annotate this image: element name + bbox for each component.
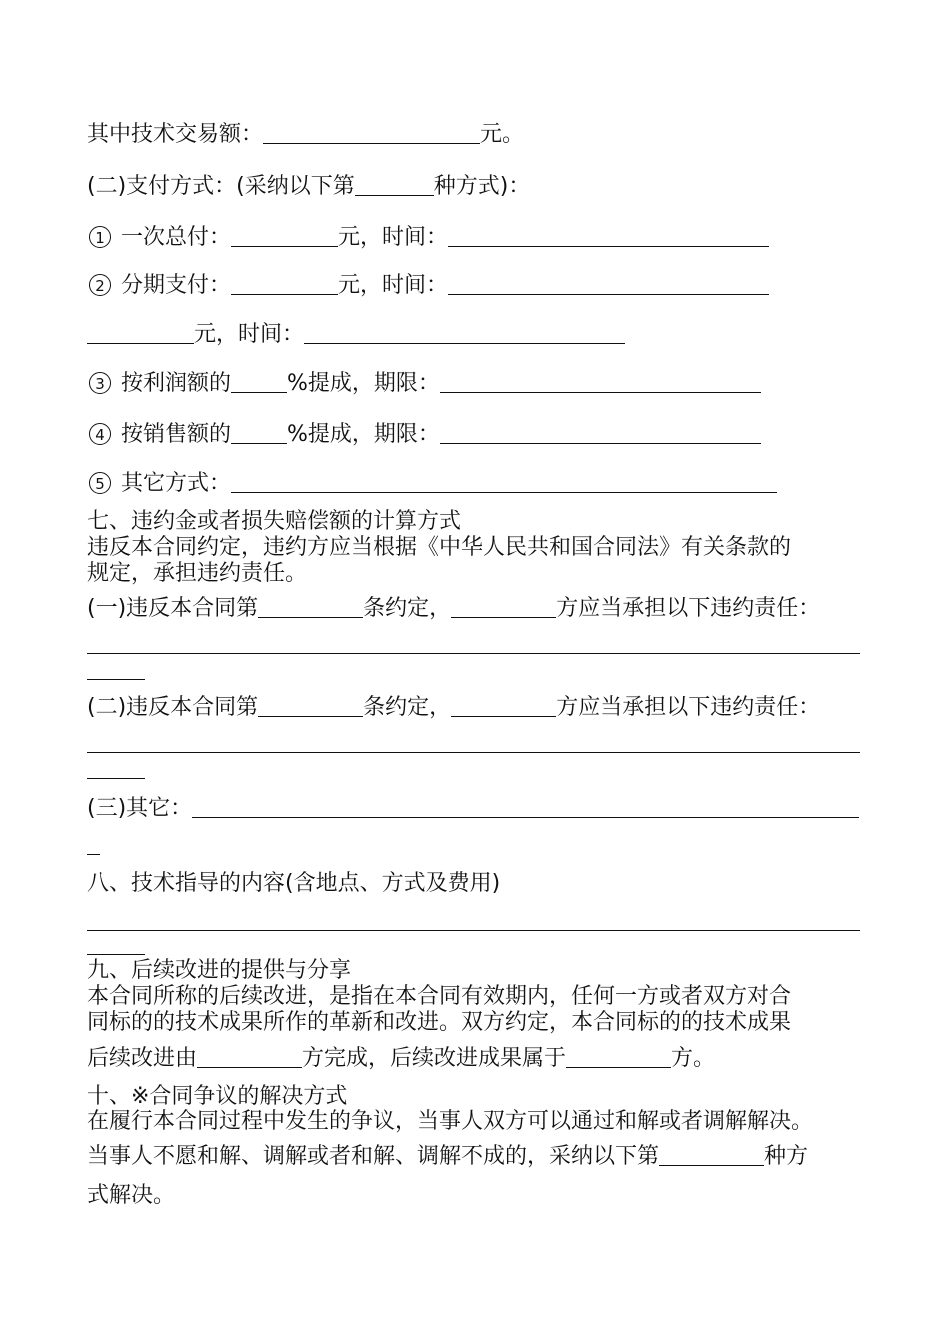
payment-method-blank[interactable] [355, 173, 434, 196]
sales-term-blank[interactable] [440, 421, 761, 444]
installment-line: 2 分期支付： 元，时间： [87, 272, 769, 300]
guidance-fill-line[interactable] [87, 930, 860, 931]
section-9-paragraph-line-1: 本合同所称的后续改进，是指在本合同有效期内，任何一方或者双方对合 [87, 984, 792, 1009]
breach-item-2: (二)违反本合同第 条约定， 方应当承担以下违约责任： [87, 695, 821, 720]
tech-amount-line: 其中技术交易额： 元。 [87, 122, 525, 147]
other-method-line: 5 其它方式： [87, 470, 777, 498]
installment-time-blank[interactable] [448, 272, 769, 295]
circled-number-icon: 2 [89, 274, 111, 296]
circled-number-icon: 1 [89, 226, 111, 248]
improvement-owner-blank[interactable] [566, 1045, 671, 1068]
guidance-fill-line-cont[interactable] [87, 954, 145, 955]
other-method-blank[interactable] [231, 470, 777, 493]
profit-percent-blank[interactable] [231, 370, 287, 393]
improvement-party-blank[interactable] [197, 1045, 302, 1068]
installment-amount-blank[interactable] [231, 272, 338, 295]
lump-sum-amount-blank[interactable] [231, 224, 338, 247]
circled-number-icon: 3 [89, 372, 111, 394]
breach-item-1: (一)违反本合同第 条约定， 方应当承担以下违约责任： [87, 596, 821, 621]
profit-term-blank[interactable] [440, 370, 761, 393]
section-10-heading: 十、※合同争议的解决方式 [87, 1084, 348, 1109]
section-7-paragraph-line-2: 规定，承担违约责任。 [87, 561, 308, 586]
breach-other-blank[interactable] [192, 795, 859, 818]
section-10-paragraph-line-3: 式解决。 [87, 1183, 176, 1208]
breach-other-fill-line-cont[interactable] [87, 854, 100, 855]
circled-number-icon: 4 [89, 423, 111, 445]
installment-amount-blank-2[interactable] [87, 321, 194, 344]
profit-share-line: 3 按利润额的 %提成，期限： [87, 370, 761, 398]
lump-sum-line: 1 一次总付： 元，时间： [87, 224, 769, 252]
dispute-method-blank[interactable] [659, 1143, 764, 1166]
section-7-heading: 七、违约金或者损失赔偿额的计算方式 [87, 509, 462, 534]
breach-1-fill-line[interactable] [87, 653, 860, 654]
section-9-heading: 九、后续改进的提供与分享 [87, 958, 352, 983]
tech-amount-blank[interactable] [263, 121, 480, 144]
installment-time-blank-2[interactable] [304, 321, 625, 344]
breach-1-clause-blank[interactable] [258, 595, 363, 618]
section-10-paragraph-line-2: 当事人不愿和解、调解或者和解、调解不成的，采纳以下第 种方 [87, 1144, 809, 1169]
breach-2-fill-line[interactable] [87, 752, 860, 753]
breach-1-fill-line-cont[interactable] [87, 679, 145, 680]
section-9-paragraph-line-2: 同标的的技术成果所作的革新和改进。双方约定，本合同标的的技术成果 [87, 1010, 792, 1035]
section-9-paragraph-line-3: 后续改进由 方完成，后续改进成果属于 方。 [87, 1046, 716, 1071]
sales-percent-blank[interactable] [231, 421, 287, 444]
breach-2-party-blank[interactable] [451, 694, 556, 717]
section-7-paragraph-line-1: 违反本合同约定，违约方应当根据《中华人民共和国合同法》有关条款的 [87, 535, 792, 560]
circled-number-icon: 5 [89, 472, 111, 494]
breach-item-3: (三)其它： [87, 795, 859, 823]
section-8-heading: 八、技术指导的内容(含地点、方式及费用) [87, 871, 501, 896]
breach-2-fill-line-cont[interactable] [87, 778, 145, 779]
installment-line-2: 元，时间： [87, 321, 625, 349]
lump-sum-time-blank[interactable] [448, 224, 769, 247]
sales-share-line: 4 按销售额的 %提成，期限： [87, 421, 761, 449]
breach-2-clause-blank[interactable] [258, 694, 363, 717]
section-10-paragraph-line-1: 在履行本合同过程中发生的争议，当事人双方可以通过和解或者调解解决。 [87, 1109, 814, 1134]
breach-1-party-blank[interactable] [451, 595, 556, 618]
payment-method-line: (二)支付方式：(采纳以下第 种方式)： [87, 174, 531, 199]
